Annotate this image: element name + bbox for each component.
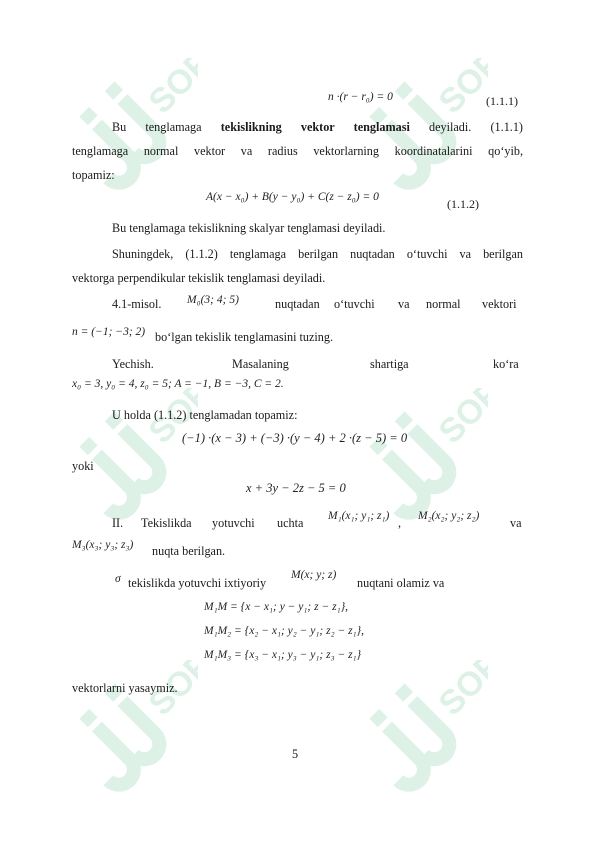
paragraph-line: nuqtani olamiz va — [357, 576, 445, 590]
vector-m1m3: M₁M₃ = {x₃ − x₁; y₃ − y₁; z₃ − z₁} — [204, 649, 362, 661]
normal-vector: n = (−1; −3; 2) — [72, 326, 146, 338]
equation-number: (1.1.2) — [447, 197, 479, 211]
svg-text:SOFF: SOFF — [431, 58, 488, 121]
svg-text:SOFF: SOFF — [141, 58, 198, 121]
paragraph-line: yoki — [72, 459, 94, 473]
equation-number: (1.1.1) — [486, 94, 518, 108]
paragraph-line: vektorga perpendikular tekislik tenglamasi deyiladi. — [72, 271, 326, 285]
paragraph-line: Bu tenglamaga tekislikning skalyar tenglamasi deyiladi. — [112, 221, 386, 235]
example-label: 4.1-misol. — [112, 297, 162, 311]
vector-m1m2: M₁M₂ = {x₂ − x₁; y₂ − y₁; z₂ − z₁}, — [204, 625, 365, 637]
paragraph-line: Bu tenglamaga tekislikning vektor tenglamasi deyiladi. (1.1.1) — [112, 120, 523, 134]
comma: , — [398, 516, 402, 530]
point-m0: M₀(3; 4; 5) — [187, 294, 239, 306]
word: yotuvchi — [212, 516, 255, 530]
word: shartiga — [370, 357, 409, 371]
point-m1: M₁(x₁; y₁; z₁) — [328, 510, 390, 522]
paragraph-line: tenglamaga normal vektor va radius vektorlarning koordinatalarini qo‘yib, — [72, 144, 523, 158]
paragraph-line: vektorlarni yasaymiz. — [72, 681, 178, 695]
point-m: M(x; y; z) — [291, 569, 337, 581]
word: II. — [112, 516, 124, 530]
word: Masalaning — [232, 357, 289, 371]
point-m3: M₃(x₃; y₃; z₃) — [72, 539, 134, 551]
watermark-logo — [368, 660, 488, 810]
paragraph-line: Shuningdek, (1.1.2) tenglamaga berilgan nuqtadan o‘tuvchi va berilgan — [112, 247, 523, 261]
svg-text:SOFF: SOFF — [141, 388, 198, 451]
equation-1-1-1: n ·(r − r₀) = 0 — [328, 91, 393, 103]
bold-term: tekislikning vektor tenglamasi — [220, 120, 410, 134]
svg-text:SOFF: SOFF — [431, 388, 488, 451]
word: Tekislikda — [141, 516, 192, 530]
word: nuqtadan — [275, 297, 320, 311]
given-values: x₀ = 3, y₀ = 4, z₀ = 5; A = −1, B = −3, C = 2. — [72, 378, 284, 390]
point-m2: M₂(x₂; y₂; z₂) — [418, 510, 480, 522]
word: Yechish. — [112, 357, 154, 371]
word: va — [510, 516, 522, 530]
paragraph-line: nuqta berilgan. — [152, 544, 226, 558]
paragraph-line: topamiz: — [72, 168, 115, 182]
word: uchta — [277, 516, 304, 530]
equation-result: x + 3y − 2z − 5 = 0 — [246, 481, 346, 495]
word: vektori — [482, 297, 517, 311]
equation-1-1-2: A(x − x₀) + B(y − y₀) + C(z − z₀) = 0 — [206, 191, 379, 203]
word: o‘tuvchi — [334, 297, 375, 311]
paragraph-line: tekislikda yotuvchi ixtiyoriy — [128, 576, 267, 590]
word: va — [398, 297, 410, 311]
word: normal — [426, 297, 461, 311]
vector-m1m: M₁M = {x − x₁; y − y₁; z − z₁}, — [204, 601, 349, 613]
sigma-symbol: σ — [115, 573, 121, 585]
svg-text:SOFF: SOFF — [141, 660, 198, 723]
page-number: 5 — [292, 747, 299, 761]
svg-text:SOFF: SOFF — [431, 660, 488, 723]
paragraph-line: bo‘lgan tekislik tenglamasini tuzing. — [155, 330, 334, 344]
equation-substituted: (−1) ·(x − 3) + (−3) ·(y − 4) + 2 ·(z − 5) = 0 — [182, 431, 408, 445]
word: ko‘ra — [493, 357, 519, 371]
paragraph-line: U holda (1.1.2) tenglamadan topamiz: — [112, 408, 298, 422]
